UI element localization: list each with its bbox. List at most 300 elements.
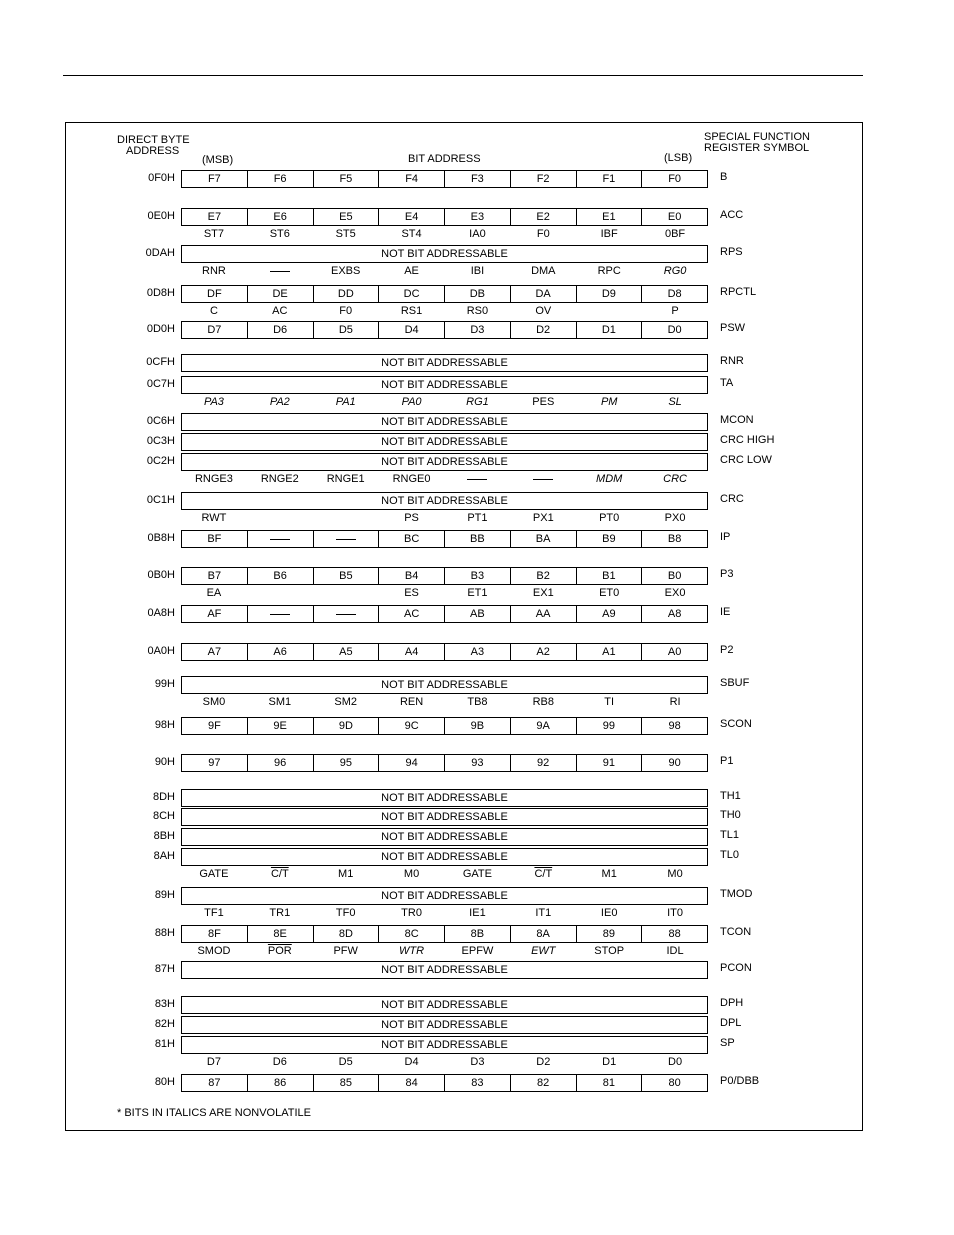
- register-row: [0, 605, 954, 623]
- unused-bit-dash: [270, 539, 290, 540]
- bit-address-cell: D7: [181, 321, 248, 339]
- bit-address-cell: B7: [181, 567, 248, 585]
- not-bit-addressable-box: NOT BIT ADDRESSABLE: [181, 676, 708, 694]
- register-symbol: P2: [720, 644, 734, 656]
- bit-address-cell: 86: [248, 1074, 314, 1092]
- bit-address-cell: 9E: [248, 717, 314, 735]
- bit-name: TI: [604, 696, 615, 708]
- register-address: 0B0H: [147, 569, 175, 581]
- register-address: 0B8H: [147, 532, 175, 544]
- register-address: 0D8H: [146, 287, 175, 299]
- register-address: 8BH: [153, 830, 175, 842]
- bit-address-cell: F1: [577, 170, 643, 188]
- register-address: 90H: [154, 756, 175, 768]
- bit-address-cell: A8: [642, 605, 708, 623]
- register-row: [0, 789, 954, 807]
- bit-name: D0: [668, 1056, 683, 1068]
- register-symbol: B: [720, 171, 728, 183]
- bit-address-cell: B2: [511, 567, 577, 585]
- bit-name-row: [181, 264, 708, 278]
- bit-name: SMOD: [197, 945, 231, 957]
- bit-name: M0: [403, 868, 420, 880]
- bit-name: TR1: [269, 907, 291, 919]
- bit-name: D5: [338, 1056, 353, 1068]
- bit-name: [247, 511, 313, 525]
- bit-address-cell: DE: [248, 285, 314, 303]
- bit-name-row: [181, 944, 708, 958]
- bit-address-cell: 9C: [379, 717, 445, 735]
- not-bit-addressable-box: NOT BIT ADDRESSABLE: [181, 828, 708, 846]
- bit-name-row: [181, 1055, 708, 1069]
- register-address: 83H: [154, 998, 175, 1010]
- bit-name: RB8: [532, 696, 555, 708]
- register-address: 0C6H: [146, 415, 175, 427]
- bit-address-cells: [181, 1074, 708, 1092]
- bit-address-cell: 95: [314, 754, 380, 772]
- bit-address-cell: D0: [642, 321, 708, 339]
- bit-name: [576, 304, 642, 318]
- bit-address-cell: D4: [379, 321, 445, 339]
- bit-address-cells: [181, 321, 708, 339]
- bit-name: PT0: [599, 512, 620, 524]
- bit-name: IA0: [469, 228, 486, 240]
- bit-name: REN: [399, 696, 424, 708]
- register-symbol: CRC: [720, 493, 744, 505]
- bit-name-row: [181, 395, 708, 409]
- not-bit-addressable-box: NOT BIT ADDRESSABLE: [181, 376, 708, 394]
- register-symbol: DPH: [720, 997, 744, 1009]
- bit-name: PA0: [401, 396, 422, 408]
- unused-bit-dash: [467, 479, 487, 480]
- register-address: 0C1H: [146, 494, 175, 506]
- register-address: 0C2H: [146, 455, 175, 467]
- bit-name-row: [181, 586, 708, 600]
- unused-bit-dash: [270, 614, 290, 615]
- bit-name: ET0: [599, 587, 620, 599]
- bit-name: M0: [667, 868, 683, 880]
- register-row: [0, 848, 954, 866]
- bit-name: EXBS: [331, 265, 361, 277]
- register-symbol: TH1: [720, 790, 741, 802]
- bit-name: [247, 586, 313, 600]
- bit-address-cell: B5: [314, 567, 380, 585]
- bit-name: RNGE2: [260, 473, 299, 485]
- bit-address-cell: D8: [642, 285, 708, 303]
- bit-address-cell: A2: [511, 643, 577, 661]
- bit-name: SM0: [202, 696, 226, 708]
- register-row: [0, 530, 954, 548]
- footnote: * BITS IN ITALICS ARE NONVOLATILE: [117, 1107, 311, 1119]
- register-symbol: RPS: [720, 246, 743, 258]
- bit-name: D3: [470, 1056, 485, 1068]
- register-address: 0F0H: [148, 172, 175, 184]
- bit-name: PX1: [532, 512, 554, 524]
- bit-name-row: [181, 304, 708, 318]
- bit-name-row: [181, 472, 708, 486]
- bit-name: PX0: [664, 512, 686, 524]
- bit-name: WTR: [399, 945, 425, 957]
- bit-name: C: [209, 305, 218, 317]
- register-address: 8CH: [152, 810, 175, 822]
- bit-name: [510, 472, 576, 486]
- register-address: 80H: [154, 1076, 175, 1088]
- not-bit-addressable-box: NOT BIT ADDRESSABLE: [181, 433, 708, 451]
- bit-address-cell: 8B: [445, 925, 511, 943]
- not-bit-addressable-box: NOT BIT ADDRESSABLE: [181, 245, 708, 263]
- not-bit-addressable-box: NOT BIT ADDRESSABLE: [181, 492, 708, 510]
- bit-address-cell: E6: [248, 208, 314, 226]
- bit-name: IT1: [535, 907, 552, 919]
- bit-address-cell: AA: [511, 605, 577, 623]
- register-address: 0DAH: [145, 247, 175, 259]
- bit-address-cell: 9D: [314, 717, 380, 735]
- not-bit-addressable-box: NOT BIT ADDRESSABLE: [181, 1036, 708, 1054]
- bit-name: M1: [601, 868, 617, 880]
- bit-address-cell: 9B: [445, 717, 511, 735]
- bit-address-cells: [181, 567, 708, 585]
- register-row: [0, 996, 954, 1014]
- bit-name: EX0: [664, 587, 686, 599]
- register-row: [0, 925, 954, 943]
- register-symbol: TL0: [720, 849, 739, 861]
- bit-address-cell: 98: [642, 717, 708, 735]
- bit-name: MDM: [596, 473, 623, 485]
- register-address: 8DH: [152, 791, 175, 803]
- bit-name: AC: [272, 305, 288, 317]
- bit-name: RG1: [466, 396, 489, 408]
- bit-address-cell: B0: [642, 567, 708, 585]
- register-address: 81H: [154, 1038, 175, 1050]
- register-row: [0, 1016, 954, 1034]
- register-symbol: TH0: [720, 809, 741, 821]
- register-address: 0C7H: [146, 378, 175, 390]
- not-bit-addressable-box: NOT BIT ADDRESSABLE: [181, 887, 708, 905]
- bit-address-cell: A6: [248, 643, 314, 661]
- bit-address-cell: E3: [445, 208, 511, 226]
- bit-address-cell: BA: [511, 530, 577, 548]
- address-label: ADDRESS: [126, 145, 180, 157]
- bit-address-cell: D3: [445, 321, 511, 339]
- register-row: [0, 492, 954, 510]
- bit-name: ES: [404, 587, 419, 599]
- register-address: 87H: [154, 963, 175, 975]
- bit-address-cells: [181, 530, 708, 548]
- bit-name: D1: [602, 1056, 617, 1068]
- bit-address-cell: B1: [577, 567, 643, 585]
- bit-address-cell: 85: [314, 1074, 380, 1092]
- bit-name: RNR: [202, 265, 226, 277]
- bit-address-label: BIT ADDRESS: [408, 153, 481, 165]
- register-address: 8AH: [153, 850, 175, 862]
- not-bit-addressable-box: NOT BIT ADDRESSABLE: [181, 354, 708, 372]
- register-address: 0CFH: [146, 356, 175, 368]
- bit-name: $\overline{POR}$: [267, 945, 292, 957]
- unused-bit-dash: [270, 271, 290, 272]
- register-symbol: SCON: [720, 718, 752, 730]
- register-row: [0, 170, 954, 188]
- bit-name: SM2: [334, 696, 357, 708]
- not-bit-addressable-box: NOT BIT ADDRESSABLE: [181, 1016, 708, 1034]
- register-address: 89H: [154, 889, 175, 901]
- bit-name: GATE: [462, 868, 492, 880]
- bit-address-cell: A9: [577, 605, 643, 623]
- register-address: 0C3H: [146, 435, 175, 447]
- not-bit-addressable-box: NOT BIT ADDRESSABLE: [181, 453, 708, 471]
- bit-name: PES: [532, 396, 555, 408]
- not-bit-addressable-box: NOT BIT ADDRESSABLE: [181, 848, 708, 866]
- bit-name: IDL: [666, 945, 684, 957]
- bit-address-cell: 8C: [379, 925, 445, 943]
- bit-address-cell: B3: [445, 567, 511, 585]
- register-symbol: TMOD: [720, 888, 753, 900]
- bit-name: EWT: [531, 945, 556, 957]
- register-symbol: SBUF: [720, 677, 750, 689]
- bit-address-cell: 90: [642, 754, 708, 772]
- bit-name: TB8: [467, 696, 488, 708]
- bit-address-cell: E7: [181, 208, 248, 226]
- bit-address-cell: 87: [181, 1074, 248, 1092]
- register-row: [0, 1036, 954, 1054]
- bit-name: [313, 511, 379, 525]
- register-address: 88H: [154, 927, 175, 939]
- bit-name: RWT: [201, 512, 227, 524]
- bit-address-cell: E4: [379, 208, 445, 226]
- bit-address-cell: F2: [511, 170, 577, 188]
- bit-address-cell: 83: [445, 1074, 511, 1092]
- bit-address-cell: DA: [511, 285, 577, 303]
- bit-address-cell: B9: [577, 530, 643, 548]
- register-row: [0, 354, 954, 372]
- register-address: 98H: [154, 719, 175, 731]
- bit-name: STOP: [594, 945, 625, 957]
- bit-name: P: [671, 305, 679, 317]
- register-row: [0, 887, 954, 905]
- bit-name: PM: [600, 396, 618, 408]
- bit-address-cell: 92: [511, 754, 577, 772]
- register-row: [0, 413, 954, 431]
- bit-address-cells: [181, 754, 708, 772]
- bit-address-cell: A3: [445, 643, 511, 661]
- not-bit-addressable-box: NOT BIT ADDRESSABLE: [181, 413, 708, 431]
- bit-name: F0: [536, 228, 550, 240]
- bit-name: PA2: [269, 396, 290, 408]
- bit-name: ST6: [269, 228, 290, 240]
- bit-address-cell: 97: [181, 754, 248, 772]
- bit-name: PT1: [467, 512, 488, 524]
- bit-address-cell: AF: [181, 605, 248, 623]
- bit-name: RI: [669, 696, 681, 708]
- register-row: [0, 808, 954, 826]
- register-symbol: MCON: [720, 414, 754, 426]
- register-symbol: CRC HIGH: [720, 434, 775, 446]
- bit-name: EA: [206, 587, 222, 599]
- sfr-symbol-header: [704, 132, 810, 154]
- bit-address-cell: [314, 605, 380, 623]
- bit-name: IE1: [469, 907, 486, 919]
- bit-name: SL: [668, 396, 682, 408]
- register-row: [0, 567, 954, 585]
- bit-name: CRC: [663, 473, 687, 485]
- register-row: [0, 245, 954, 263]
- bit-address-cell: 8E: [248, 925, 314, 943]
- bit-name: AE: [404, 265, 419, 277]
- bit-name: OV: [535, 305, 552, 317]
- register-symbol: DPL: [720, 1017, 742, 1029]
- bit-name: RS1: [400, 305, 423, 317]
- bit-address-cell: AC: [379, 605, 445, 623]
- bit-name: ST5: [335, 228, 356, 240]
- bit-name: ST4: [401, 228, 422, 240]
- register-symbol: P1: [720, 755, 734, 767]
- bit-name: RNGE0: [392, 473, 431, 485]
- bit-address-cells: [181, 925, 708, 943]
- bit-address-cell: 9F: [181, 717, 248, 735]
- bit-name: F0: [339, 305, 353, 317]
- bit-name: SM1: [268, 696, 292, 708]
- register-symbol: SP: [720, 1037, 735, 1049]
- bit-name: IE0: [600, 907, 618, 919]
- register-row: [0, 961, 954, 979]
- bit-address-cell: 84: [379, 1074, 445, 1092]
- register-address: 99H: [154, 678, 175, 690]
- bit-address-cell: 89: [577, 925, 643, 943]
- bit-address-cell: E5: [314, 208, 380, 226]
- bit-name: RG0: [663, 265, 687, 277]
- bit-address-cell: BF: [181, 530, 248, 548]
- register-address: 0E0H: [147, 210, 175, 222]
- bit-address-cells: [181, 285, 708, 303]
- bit-address-cell: BC: [379, 530, 445, 548]
- not-bit-addressable-box: NOT BIT ADDRESSABLE: [181, 996, 708, 1014]
- register-symbol: TA: [720, 377, 734, 389]
- bit-address-cell: F6: [248, 170, 314, 188]
- bit-address-cell: 94: [379, 754, 445, 772]
- bit-address-cell: 8F: [181, 925, 248, 943]
- bit-address-cell: 9A: [511, 717, 577, 735]
- direct-byte-header: [117, 135, 190, 157]
- bit-address-cell: B8: [642, 530, 708, 548]
- bit-address-cell: A7: [181, 643, 248, 661]
- bit-address-cell: B6: [248, 567, 314, 585]
- register-row: [0, 376, 954, 394]
- bit-address-cell: 96: [248, 754, 314, 772]
- bit-address-cell: A0: [642, 643, 708, 661]
- register-symbol: CRC LOW: [720, 454, 772, 466]
- bit-address-cell: [314, 530, 380, 548]
- bit-name: TF1: [204, 907, 224, 919]
- bit-address-cell: E0: [642, 208, 708, 226]
- bit-name: ST7: [203, 228, 225, 240]
- register-row: [0, 717, 954, 735]
- bit-name: RPC: [597, 265, 621, 277]
- bit-name: PA3: [203, 396, 224, 408]
- bit-address-cell: 8A: [511, 925, 577, 943]
- bit-address-cell: E2: [511, 208, 577, 226]
- bit-name: EPFW: [461, 945, 494, 957]
- bit-name: TF0: [335, 907, 356, 919]
- bit-name: D4: [404, 1056, 419, 1068]
- not-bit-addressable-box: NOT BIT ADDRESSABLE: [181, 808, 708, 826]
- bit-address-cell: A1: [577, 643, 643, 661]
- bit-address-cell: E1: [577, 208, 643, 226]
- bit-address-cell: F4: [379, 170, 445, 188]
- register-address: 82H: [154, 1018, 175, 1030]
- special-function-label: SPECIAL FUNCTION: [704, 131, 810, 143]
- bit-name: IBF: [600, 228, 618, 240]
- bit-address-cell: 80: [642, 1074, 708, 1092]
- bit-address-cell: DC: [379, 285, 445, 303]
- msb-label: (MSB): [202, 154, 234, 166]
- bit-address-cell: 88: [642, 925, 708, 943]
- register-symbol-label: REGISTER SYMBOL: [704, 142, 810, 154]
- bit-name: PA1: [335, 396, 356, 408]
- bit-address-cell: A5: [314, 643, 380, 661]
- bit-address-cell: 81: [577, 1074, 643, 1092]
- register-symbol: TL1: [720, 829, 739, 841]
- register-symbol: RPCTL: [720, 286, 757, 298]
- bit-address-cell: 82: [511, 1074, 577, 1092]
- unused-bit-dash: [533, 479, 553, 480]
- bit-address-cell: 8D: [314, 925, 380, 943]
- bit-address-cell: D1: [577, 321, 643, 339]
- register-row: [0, 1074, 954, 1092]
- bit-name: RS0: [466, 305, 489, 317]
- bit-address-cell: F7: [181, 170, 248, 188]
- register-symbol: IE: [720, 606, 731, 618]
- bit-name: D2: [536, 1056, 551, 1068]
- bit-address-cell: D5: [314, 321, 380, 339]
- register-address: 0D0H: [146, 323, 175, 335]
- bit-name: GATE: [199, 868, 229, 880]
- register-row: [0, 453, 954, 471]
- bit-name: C/T: [534, 868, 553, 880]
- top-rule: [63, 75, 863, 76]
- bit-address-cell: 99: [577, 717, 643, 735]
- bit-name: TR0: [401, 907, 422, 919]
- bit-name: PS: [404, 512, 419, 524]
- register-symbol: P3: [720, 568, 734, 580]
- bit-name: DMA: [531, 265, 556, 277]
- direct-byte-label: DIRECT BYTE: [117, 134, 190, 146]
- bit-address-cell: D9: [577, 285, 643, 303]
- not-bit-addressable-box: NOT BIT ADDRESSABLE: [181, 961, 708, 979]
- bit-address-cells: [181, 717, 708, 735]
- bit-address-cell: D2: [511, 321, 577, 339]
- bit-name: [313, 586, 379, 600]
- bit-name: ET1: [467, 587, 488, 599]
- register-symbol: PSW: [720, 322, 746, 334]
- register-address: 0A8H: [147, 607, 175, 619]
- register-row: [0, 643, 954, 661]
- register-symbol: RNR: [720, 355, 744, 367]
- bit-name-row: [181, 227, 708, 241]
- bit-name-row: [181, 511, 708, 525]
- bit-address-cell: [248, 605, 314, 623]
- bit-name: RNGE1: [326, 473, 365, 485]
- register-symbol: P0/DBB: [720, 1075, 760, 1087]
- bit-name: [247, 264, 313, 278]
- bit-name-row: [181, 695, 708, 709]
- bit-address-cell: DF: [181, 285, 248, 303]
- register-row: [0, 754, 954, 772]
- bit-address-cell: F3: [445, 170, 511, 188]
- register-row: [0, 285, 954, 303]
- bit-name: M1: [338, 868, 354, 880]
- bit-name-row: [181, 867, 708, 881]
- bit-address-cells: [181, 170, 708, 188]
- bit-address-cell: DD: [314, 285, 380, 303]
- unused-bit-dash: [336, 614, 356, 615]
